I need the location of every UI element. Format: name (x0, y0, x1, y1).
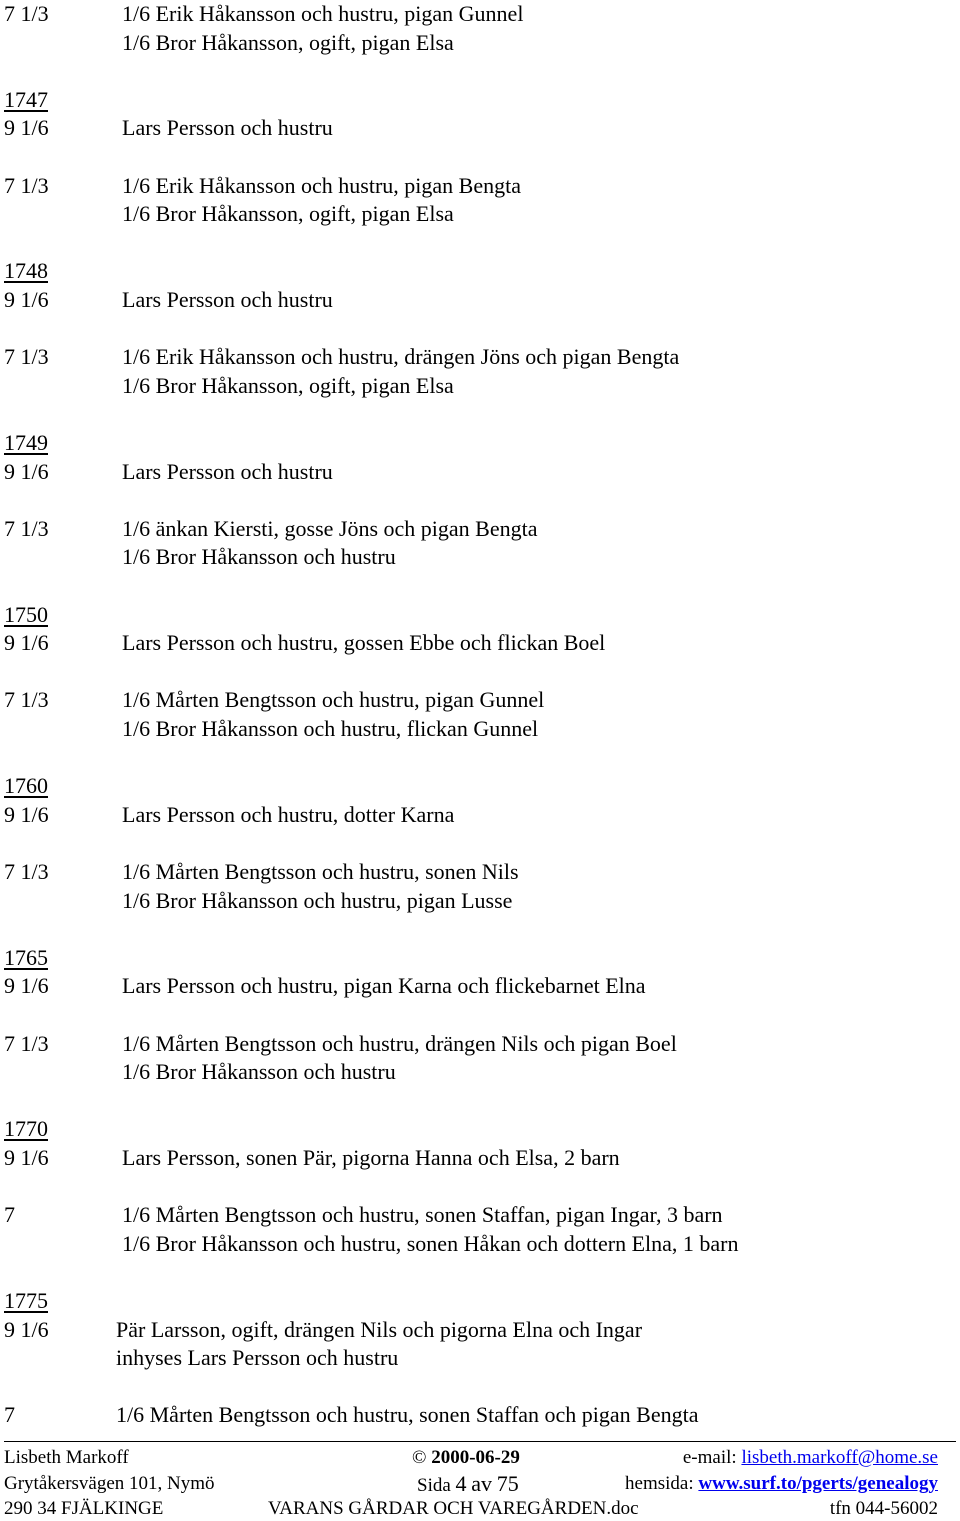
email-link[interactable]: lisbeth.markoff@home.se (741, 1447, 938, 1468)
entry-text: 1/6 Mårten Bengtsson och hustru, sonen Staffan och pigan Bengta (116, 1402, 699, 1428)
entry-text: 1/6 Bror Håkansson och hustru (122, 544, 396, 570)
entry-text: 1/6 Bror Håkansson, ogift, pigan Elsa (122, 201, 454, 227)
entry-share: 7 1/3 (4, 859, 49, 884)
entry-text: 1/6 Bror Håkansson, ogift, pigan Elsa (122, 29, 454, 55)
entry-share: 7 1/3 (4, 1030, 49, 1056)
entry-text: Lars Persson och hustru (122, 287, 333, 312)
year-heading: 1765 (4, 944, 48, 970)
entry-text: Lars Persson och hustru (122, 458, 333, 484)
entry-share: 9 1/6 (4, 630, 49, 656)
page-current: 4 (455, 1471, 467, 1496)
footer-address: Grytåkersvägen 101, Nymö (4, 1473, 215, 1494)
entry-share: 9 1/6 (4, 1145, 49, 1170)
homepage-label: hemsida: (625, 1473, 694, 1494)
footer-author: Lisbeth Markoff (4, 1447, 129, 1468)
entry-text: 1/6 Bror Håkansson, ogift, pigan Elsa (122, 372, 454, 398)
entry-text: inhyses Lars Persson och hustru (116, 1345, 399, 1371)
entry-share: 9 1/6 (4, 115, 49, 141)
entry-share: 9 1/6 (4, 287, 49, 312)
entry-share: 9 1/6 (4, 1316, 49, 1342)
year-heading: 1770 (4, 1116, 48, 1142)
entry-share: 7 1/3 (4, 172, 49, 198)
entry-share: 9 1/6 (4, 458, 49, 484)
entry-text: 1/6 Bror Håkansson och hustru (122, 1059, 396, 1085)
email-label: e-mail: (682, 1447, 737, 1468)
entry-text: 1/6 Bror Håkansson och hustru, flickan Gunnel (122, 716, 539, 741)
footer-page-number (417, 1472, 519, 1498)
entry-text: Pär Larsson, ogift, drängen Nils och pigorna Elna och Ingar (116, 1316, 643, 1342)
entry-share: 7 1/3 (4, 687, 49, 713)
year-heading: 1750 (4, 601, 48, 627)
page-label: Sida (417, 1475, 451, 1496)
year-heading: 1760 (4, 773, 48, 799)
footer-document-name: VARANS GÅRDAR OCH VAREGÅRDEN.doc (268, 1498, 639, 1519)
entry-share: 7 1/3 (4, 344, 49, 370)
entry-share: 9 1/6 (4, 973, 49, 999)
year-heading: 1775 (4, 1288, 48, 1313)
homepage-link[interactable]: www.surf.to/pgerts/genealogy (698, 1473, 938, 1494)
entry-share: 7 (4, 1402, 15, 1428)
entry-text: 1/6 Bror Håkansson och hustru, sonen Håkan och dottern Elna, 1 barn (122, 1230, 739, 1256)
year-heading: 1748 (4, 258, 48, 284)
entry-text: 1/6 Erik Håkansson och hustru, pigan Gunnel (122, 1, 524, 26)
entry-text: 1/6 Mårten Bengtsson och hustru, drängen Nils och pigan Boel (122, 1030, 677, 1056)
year-heading: 1749 (4, 430, 48, 455)
entry-text: 1/6 änkan Kiersti, gosse Jöns och pigan Bengta (122, 515, 538, 541)
footer-email (683, 1446, 938, 1470)
page-total: 75 (496, 1471, 519, 1496)
year-heading: 1747 (4, 86, 48, 112)
footer-date-value: 2000-06-29 (431, 1447, 520, 1468)
entry-text: 1/6 Mårten Bengtsson och hustru, sonen Staffan, pigan Ingar, 3 barn (122, 1202, 723, 1228)
page-of: av (471, 1471, 493, 1496)
entry-share: 7 1/3 (4, 1, 49, 26)
entry-text: Lars Persson, sonen Pär, pigorna Hanna och Elsa, 2 barn (122, 1145, 620, 1170)
entry-text: 1/6 Mårten Bengtsson och hustru, pigan Gunnel (122, 687, 545, 713)
entry-text: 1/6 Mårten Bengtsson och hustru, sonen Nils (122, 859, 519, 884)
entry-text: Lars Persson och hustru (122, 115, 333, 141)
entry-text: Lars Persson och hustru, pigan Karna och flickebarnet Elna (122, 973, 646, 999)
entry-text: Lars Persson och hustru, gossen Ebbe och flickan Boel (122, 630, 606, 656)
footer-postal: 290 34 FJÄLKINGE (4, 1498, 164, 1519)
entry-share: 9 1/6 (4, 801, 49, 827)
entry-text: 1/6 Erik Håkansson och hustru, drängen Jöns och pigan Bengta (122, 344, 680, 370)
footer-phone: tfn 044-56002 (829, 1498, 938, 1519)
footer-homepage (625, 1472, 938, 1496)
entry-text: 1/6 Bror Håkansson och hustru, pigan Lusse (122, 887, 513, 913)
entry-text: Lars Persson och hustru, dotter Karna (122, 801, 455, 827)
entry-share: 7 (4, 1202, 15, 1228)
footer-divider (4, 1441, 956, 1442)
entry-text: 1/6 Erik Håkansson och hustru, pigan Bengta (122, 172, 521, 198)
footer-date (412, 1446, 520, 1470)
entry-share: 7 1/3 (4, 515, 49, 541)
copyright-symbol: © (412, 1447, 427, 1468)
